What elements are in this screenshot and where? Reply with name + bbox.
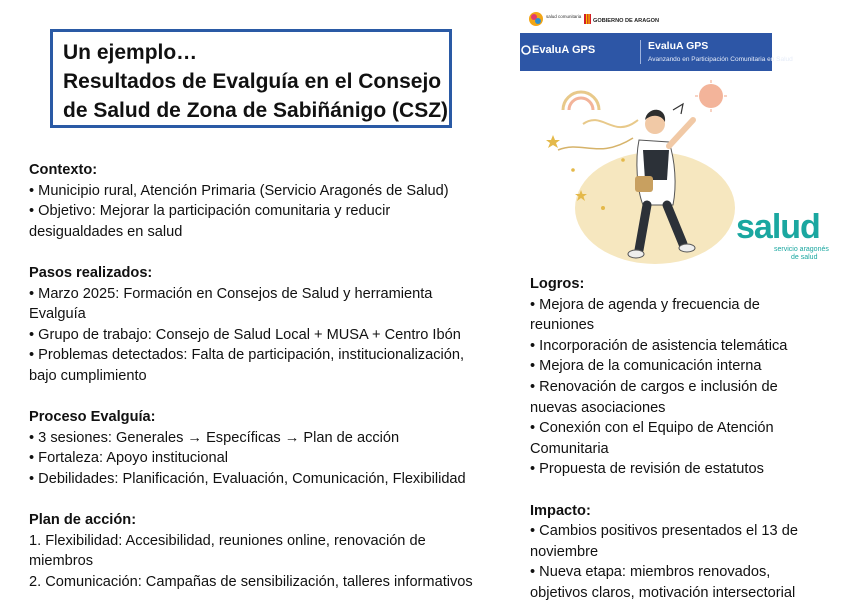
impacto-item: • Nueva etapa: miembros renovados, (530, 564, 771, 581)
title-line-1: Un ejemplo… (63, 41, 198, 64)
logros-item: • Mejora de la comunicación interna (530, 358, 762, 375)
walking-woman-illustration (543, 80, 733, 262)
logros-item: reuniones (530, 317, 595, 334)
salud-wordmark: salud (736, 208, 820, 246)
logros-heading: Logros: (530, 276, 585, 292)
title-line-3: de Salud de Zona de Sabiñánigo (CSZ) (63, 99, 449, 122)
impacto-item: noviembre (530, 543, 599, 560)
logros-item: • Incorporación de asistencia telemática (530, 337, 788, 354)
proceso-item: • Debilidades: Planificación, Evaluación, Comunicación, Flexibilidad (29, 470, 466, 487)
gps-label-right: EvaluA GPS (648, 40, 709, 52)
banner-divider (640, 40, 641, 64)
salud-subtitle-2: de salud (791, 254, 818, 261)
logros-item: • Mejora de agenda y frecuencia de (530, 296, 760, 313)
gobierno-aragon-logo (584, 12, 659, 26)
proceso-item: • Fortaleza: Apoyo institucional (29, 450, 228, 467)
left-column (29, 160, 509, 592)
salud-aragon-logo (736, 208, 829, 262)
gps-pin-icon (520, 44, 532, 58)
evalua-gps-banner (520, 33, 793, 71)
logros-item: Comunitaria (530, 440, 609, 457)
pasos-item: • Marzo 2025: Formación en Consejos de Salud y herramienta (29, 285, 433, 302)
proceso-item: • 3 sesiones: Generales → Específicas → Plan de acción (29, 429, 400, 446)
pasos-heading: Pasos realizados: (29, 264, 153, 281)
contexto-item: desigualdades en salud (29, 223, 183, 240)
plan-item: miembros (29, 553, 94, 570)
title-line-2: Resultados de Evalguía en el Consejo (63, 70, 442, 93)
logros-item: nuevas asociaciones (530, 399, 666, 416)
salud-subtitle-1: servicio aragonés (774, 246, 829, 253)
plan-heading: Plan de acción: (29, 512, 137, 529)
title-box (50, 29, 452, 128)
impacto-item: • Cambios positivos presentados el 13 de (530, 523, 798, 540)
impacto-item: objetivos claros, motivación intersectorial (530, 584, 796, 601)
salud-comunitaria-logo (528, 10, 580, 28)
gps-tagline: Avanzando en Participación Comunitaria en Salud (648, 56, 793, 63)
impacto-heading: Impacto: (530, 502, 591, 519)
pasos-item: • Grupo de trabajo: Consejo de Salud Local + MUSA + Centro Ibón (29, 326, 461, 343)
plan-item: 1. Flexibilidad: Accesibilidad, reuniones online, renovación de (29, 532, 426, 549)
gps-label-left: EvaluA GPS (532, 44, 596, 56)
contexto-heading: Contexto: (29, 162, 98, 178)
pasos-item: bajo cumplimiento (29, 367, 147, 384)
contexto-item: • Objetivo: Mejorar la participación comunitaria y reducir (29, 203, 391, 220)
svg-text:GOBIERNO DE ARAGON: GOBIERNO DE ARAGON (593, 18, 659, 24)
logros-item: • Conexión con el Equipo de Atención (530, 420, 774, 437)
logros-item: • Propuesta de revisión de estatutos (530, 461, 764, 478)
partner-logos (528, 10, 659, 28)
plan-item: 2. Comunicación: Campañas de sensibilización, talleres informativos (29, 573, 473, 590)
contexto-item: • Municipio rural, Atención Primaria (Servicio Aragonés de Salud) (29, 182, 449, 199)
right-column (530, 274, 830, 604)
pasos-item: • Problemas detectados: Falta de participación, institucionalización, (29, 347, 465, 364)
proceso-heading: Proceso Evalguía: (29, 409, 156, 426)
logros-item: • Renovación de cargos e inclusión de (530, 378, 778, 395)
pasos-item: Evalguía (29, 306, 86, 323)
svg-text:salud comunitaria: salud comunitaria (546, 14, 582, 19)
